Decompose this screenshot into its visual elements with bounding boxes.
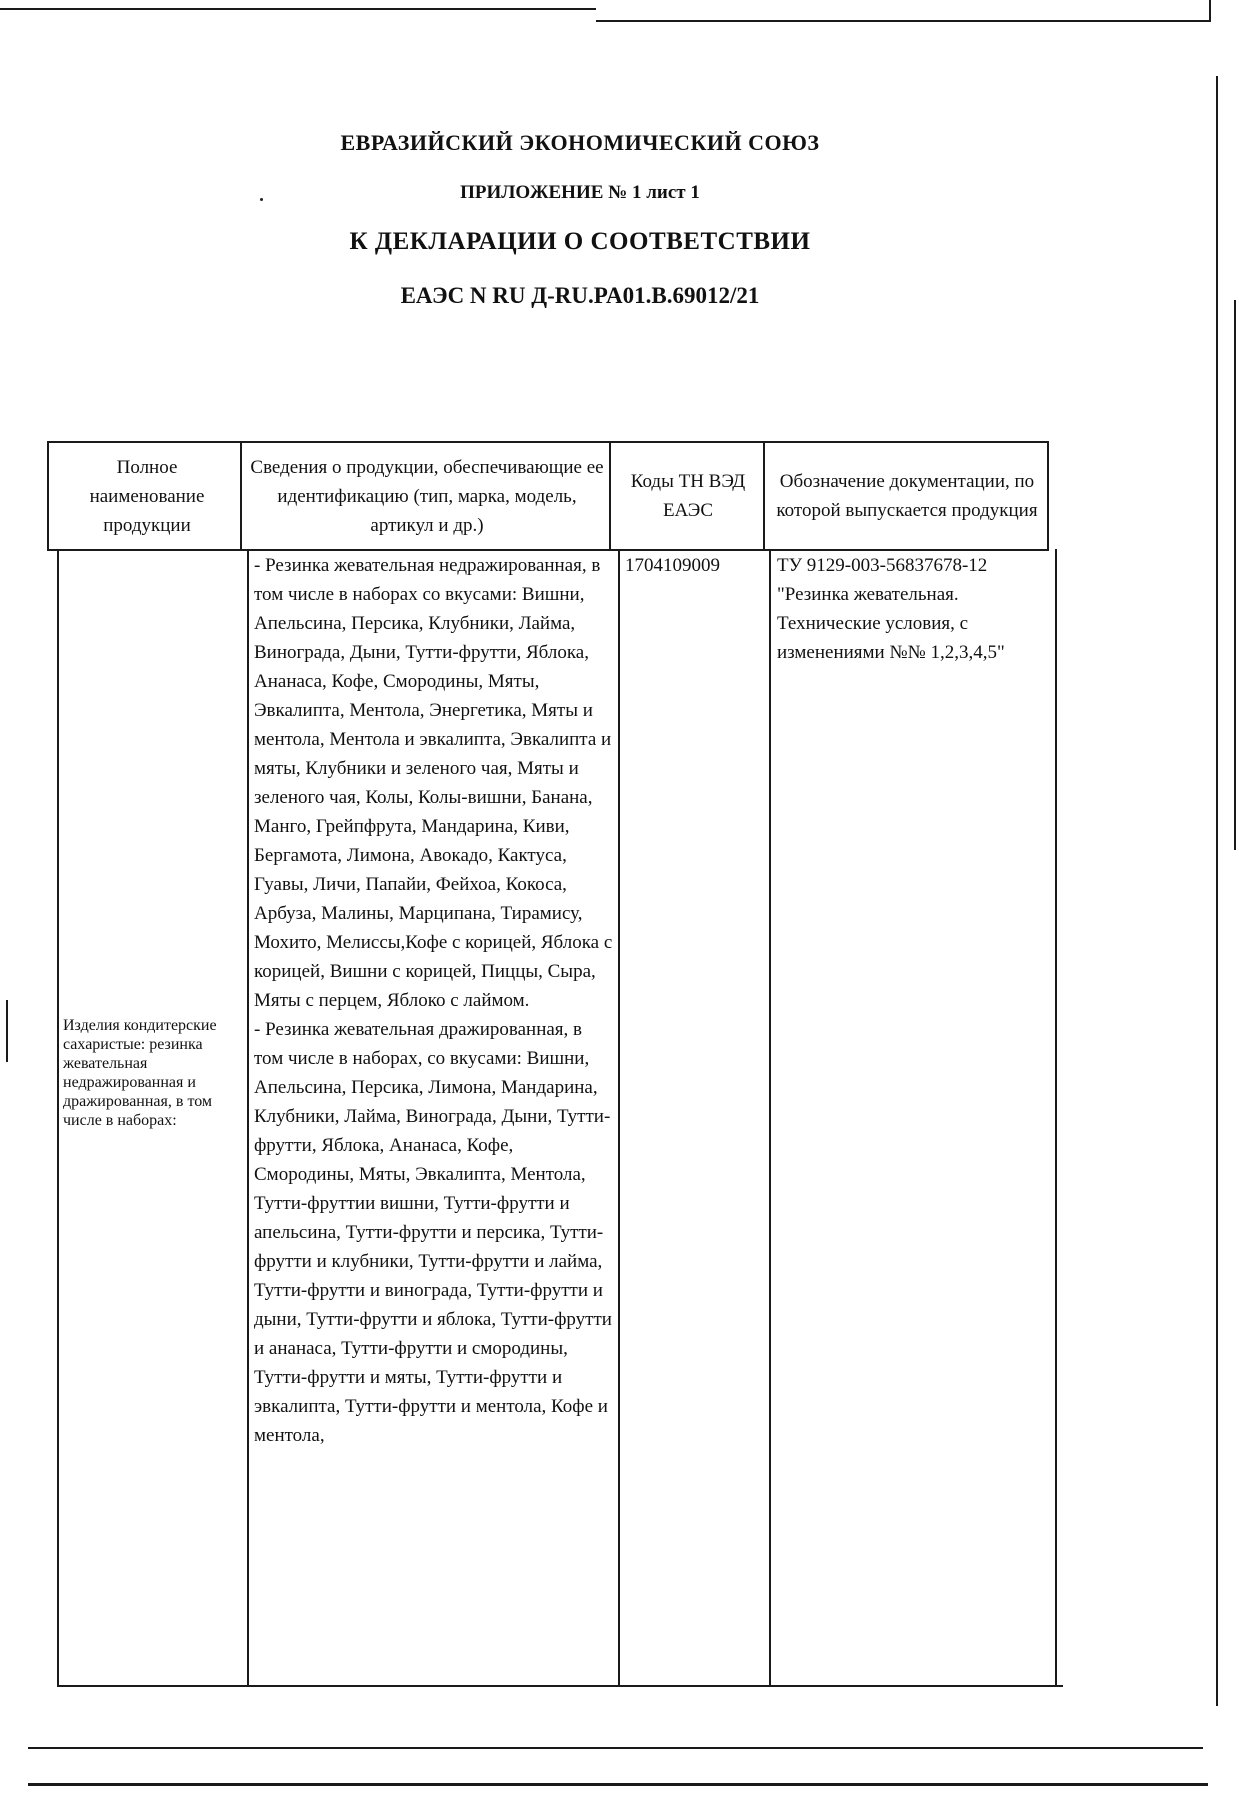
- description-dragee: - Резинка жевательная дражированная, в том числе в наборах, со вкусами: Вишни, Апельсина, Персика, Лимона, Мандарина, Клубники, Лайма, Винограда, Дыни, Тутти-фрутти, Яблока, Ананаса, Кофе, Смородины, Мяты, Эвкалипта, Ментола, Тутти-фруттии вишни, Тутти-фрутти и апельсина, Тутти-фрутти и персика, Тутти-фрутти и клубники, Тутти-фрутти и лайма, Тутти-фрутти и винограда, Тутти-фрутти и дыни, Тутти-фрутти и яблока, Тутти-фрутти и ананаса, Тутти-фрутти и смородины, Тутти-фрутти и мяты, Тутти-фрутти и эвкалипта, Тутти-фрутти и ментола, Кофе и ментола,: [254, 1019, 612, 1446]
- annex-title: ПРИЛОЖЕНИЕ № 1 лист 1: [460, 182, 700, 203]
- scan-edge-bottom-2: [28, 1783, 1208, 1786]
- scan-edge-top-right: [596, 20, 1209, 22]
- table-border-bottom: [57, 1685, 1063, 1687]
- table-divider-3-body: [769, 549, 771, 1687]
- scan-edge-right: [1209, 0, 1211, 22]
- header-hs-codes: Коды ТН ВЭД ЕАЭС: [630, 471, 746, 521]
- table-divider-2: [609, 441, 611, 551]
- scan-edge-right-inner: [1216, 76, 1218, 1706]
- header-documentation: Обозначение документации, по которой выпускается продукция: [776, 471, 1038, 521]
- hs-code-cell: 1704109009: [625, 555, 720, 576]
- declaration-number: ЕАЭС N RU Д-RU.PA01.B.69012/21: [400, 283, 760, 308]
- table-border-right: [1047, 441, 1049, 551]
- header-product-name: Полное наименование продукции: [89, 456, 205, 536]
- table-divider-1: [240, 441, 242, 551]
- product-name-cell: Изделия кондитерские сахаристые: резинка жевательная недражированная и дражированная, в том числе в наборах:: [63, 1017, 217, 1129]
- header-product-info: Сведения о продукции, обеспечивающие ее идентификацию (тип, марка, модель, артикул и др.): [250, 456, 604, 536]
- scan-edge-far-right: [1234, 300, 1236, 850]
- table-border-right-body: [1055, 549, 1057, 1687]
- description-undragee: - Резинка жевательная недражированная, в том числе в наборах со вкусами: Вишни, Апельсина, Персика, Клубники, Лайма, Винограда, Дыни, Тутти-фрутти, Яблока, Ананаса, Кофе, Смородины, Мяты, Эвкалипта, Ментола, Энергетика, Мяты и ментола, Ментола и эвкалипта, Эвкалипта и мяты, Клубники и зеленого чая, Мяты и зеленого чая, Колы, Колы-вишни, Банана, Манго, Грейпфрута, Мандарина, Киви, Бергамота, Лимона, Авокадо, Кактуса, Гуавы, Личи, Папайи, Фейхоа, Кокоса, Арбуза, Малины, Марципана, Тирамису, Мохито, Мелиссы,Кофе с корицей, Яблока с корицей, Вишни с корицей, Пиццы, Сыра, Мяты с перцем, Яблоко с лаймом.: [254, 555, 613, 1011]
- table-divider-3: [763, 441, 765, 551]
- scan-mark-left: [6, 1000, 8, 1062]
- scan-edge-bottom: [28, 1747, 1203, 1749]
- scan-edge-top: [0, 8, 596, 10]
- table-border-left-body: [57, 549, 59, 1687]
- table-border-left: [47, 441, 49, 551]
- table-divider-2-body: [618, 549, 620, 1687]
- table-divider-1-body: [247, 549, 249, 1687]
- declaration-title: К ДЕКЛАРАЦИИ О СООТВЕТСТВИИ: [349, 228, 811, 255]
- product-description-cell: [254, 551, 614, 1450]
- documentation-cell: ТУ 9129-003-56837678-12 "Резинка жевательная. Технические условия, с изменениями №№ 1,2,3,4,5": [777, 555, 1005, 663]
- union-title: ЕВРАЗИЙСКИЙ ЭКОНОМИЧЕСКИЙ СОЮЗ: [340, 130, 820, 155]
